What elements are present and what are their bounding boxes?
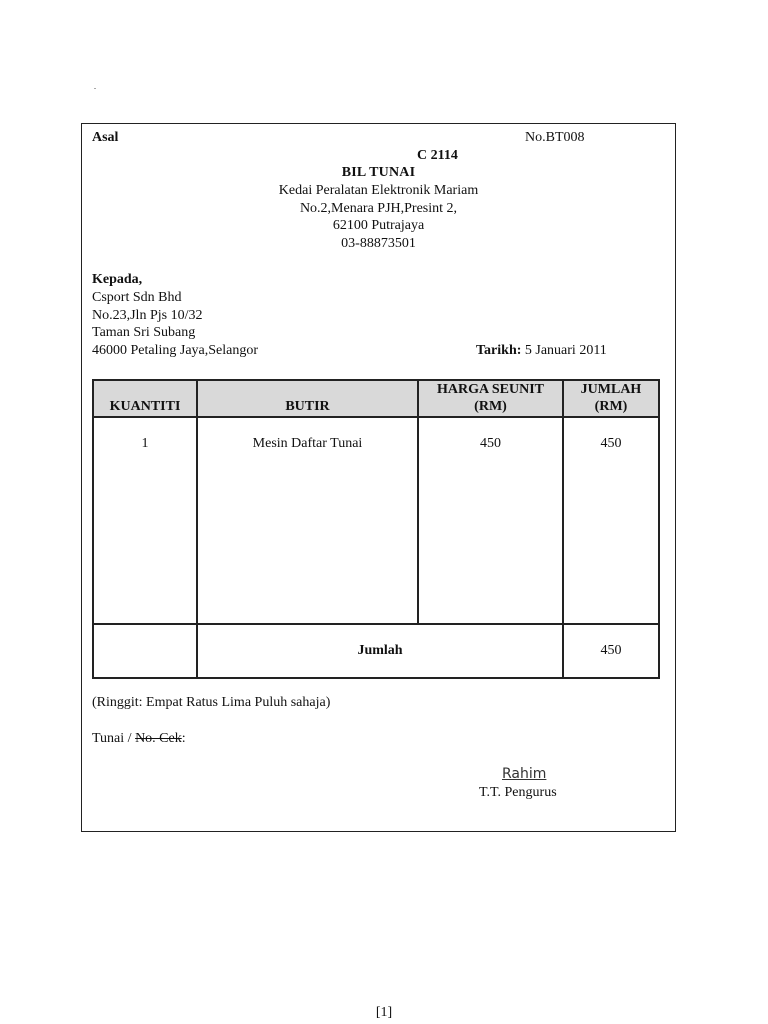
header-kuantiti: KUANTITI xyxy=(93,380,197,417)
asal-label: Asal xyxy=(92,130,119,145)
header-jumlah-line2: (RM) xyxy=(594,399,628,414)
payment-method xyxy=(92,731,186,747)
shop-address-line1: No.2,Menara PJH,Presint 2, xyxy=(299,201,458,216)
bill-code: C 2114 xyxy=(417,148,458,163)
date-value: 5 Januari 2011 xyxy=(524,343,607,358)
total-row xyxy=(93,624,659,678)
bill-title: BIL TUNAI xyxy=(341,165,416,180)
date-label: Tarikh: xyxy=(476,343,522,358)
total-value: 450 xyxy=(563,624,659,678)
items-table xyxy=(92,379,660,679)
total-empty-cell xyxy=(93,624,197,678)
header-harga-line1: HARGA SEUNIT xyxy=(437,382,544,397)
recipient-address-line2: Taman Sri Subang xyxy=(92,325,196,340)
signature-title: T.T. Pengurus xyxy=(479,785,557,800)
total-label: Jumlah xyxy=(197,624,563,678)
header-harga-seunit xyxy=(418,380,563,417)
payment-suffix: : xyxy=(181,731,186,746)
header-butir: BUTIR xyxy=(197,380,418,417)
recipient-address-line3: 46000 Petaling Jaya,Selangor xyxy=(92,343,259,358)
cell-amount: 450 xyxy=(563,417,659,624)
shop-phone: 03-88873501 xyxy=(341,236,416,251)
header-jumlah-line1: JUMLAH xyxy=(580,382,642,397)
amount-in-words: (Ringgit: Empat Ratus Lima Puluh sahaja) xyxy=(92,695,331,710)
shop-address-line2: 62100 Putrajaya xyxy=(332,218,425,233)
cash-bill xyxy=(81,123,676,832)
page-mark: . xyxy=(94,82,96,91)
header-jumlah xyxy=(563,380,659,417)
cell-item: Mesin Daftar Tunai xyxy=(197,417,418,624)
header-harga-line2: (RM) xyxy=(474,399,507,414)
payment-cash: Tunai / xyxy=(92,731,132,746)
cell-qty: 1 xyxy=(93,417,197,624)
table-header-row xyxy=(93,380,659,417)
recipient-name: Csport Sdn Bhd xyxy=(92,290,182,305)
shop-name: Kedai Peralatan Elektronik Mariam xyxy=(278,183,479,198)
recipient-address-line1: No.23,Jln Pjs 10/32 xyxy=(92,308,203,323)
recipient-label: Kepada, xyxy=(92,272,143,287)
bill-number: No.BT008 xyxy=(525,130,585,145)
page-number: [1] xyxy=(375,1005,393,1020)
signature-name: Rahim xyxy=(502,766,547,782)
date-row xyxy=(476,343,607,359)
payment-cheque: No. Cek xyxy=(135,731,182,746)
table-row xyxy=(93,417,659,624)
cell-unit-price: 450 xyxy=(418,417,563,624)
